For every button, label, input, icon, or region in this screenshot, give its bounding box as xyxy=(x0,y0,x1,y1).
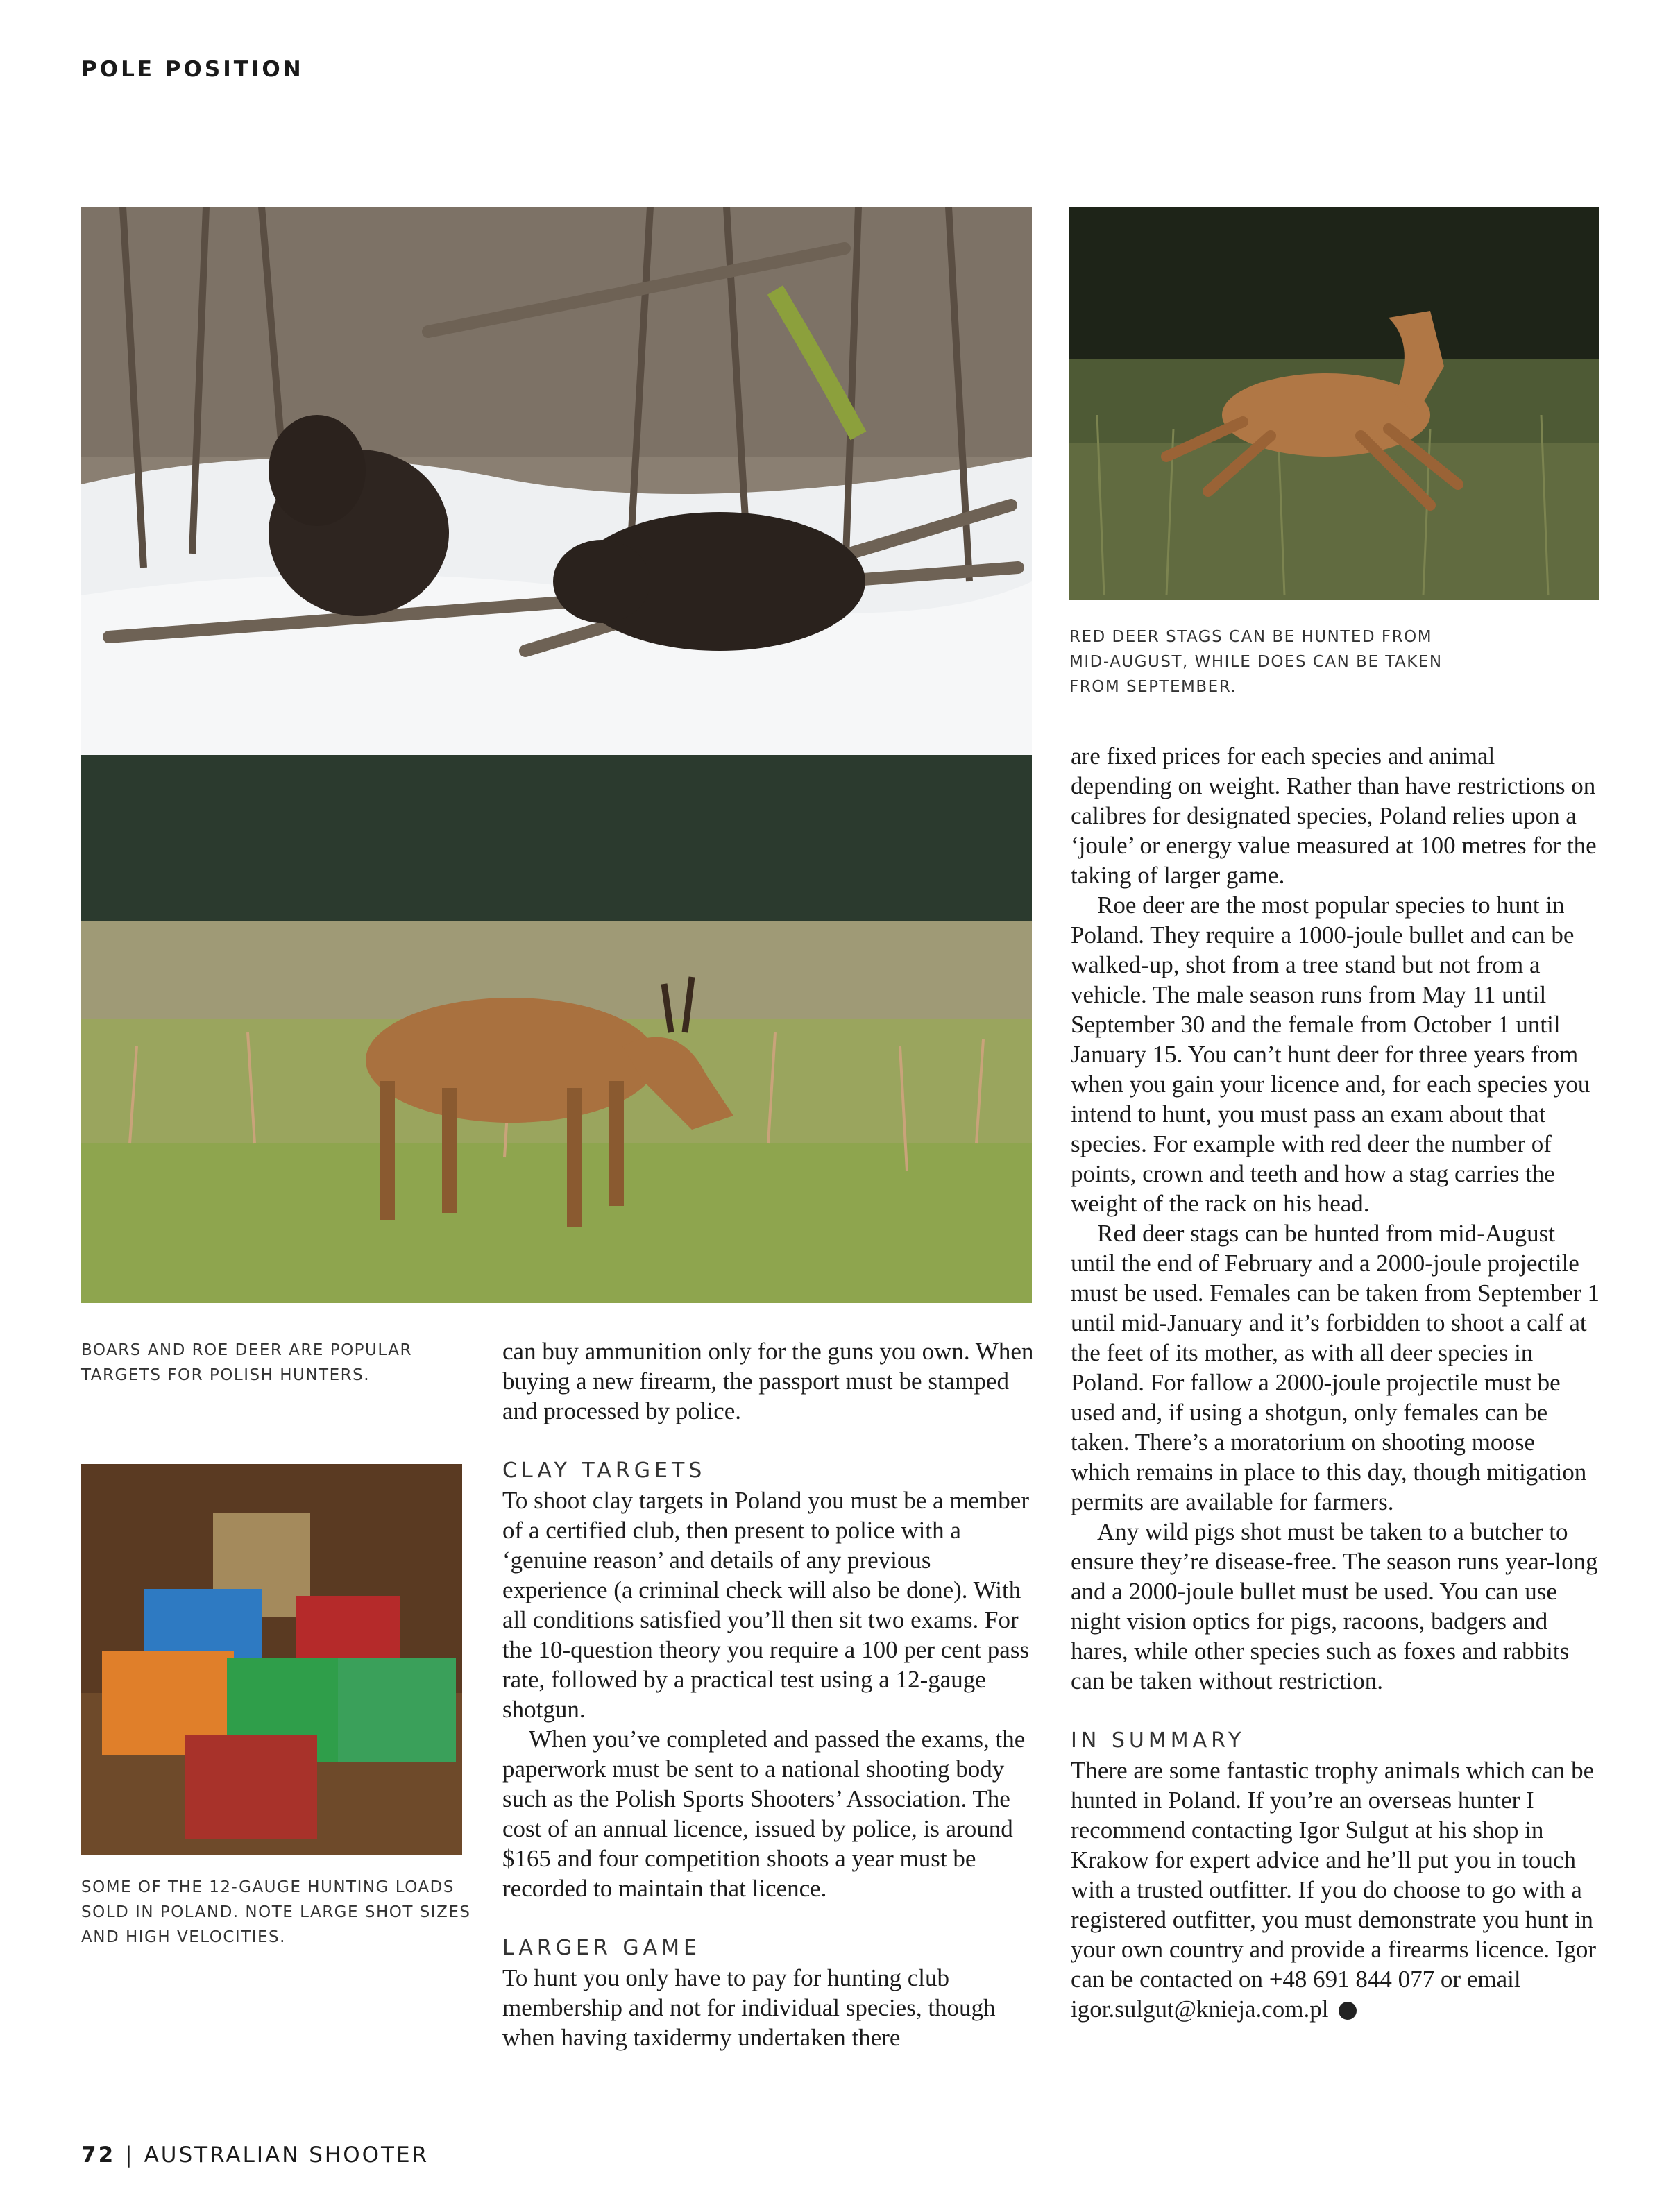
red-deer-running-photo xyxy=(1069,207,1599,600)
subhead-larger-game: LARGER GAME xyxy=(502,1936,701,1960)
boars-in-snow-photo xyxy=(81,207,1032,755)
paragraph: To hunt you only have to pay for hunting club membership and not for individual species, though when having taxidermy undertaken there xyxy=(502,1964,996,2051)
subhead-in-summary: IN SUMMARY xyxy=(1071,1728,1246,1753)
page-footer xyxy=(81,2143,429,2168)
paragraph xyxy=(1071,1755,1600,2024)
paragraph: When you’ve completed and passed the exams, the paperwork must be sent to a national shooting body such as the Polish Sports Shooters’ Association. The cost of an annual licence, issued by police, is around $165 and four competition shoots a year must be recorded to maintain that licence. xyxy=(502,1726,1026,1902)
publication-name: AUSTRALIAN SHOOTER xyxy=(144,2143,430,2168)
paragraph: To shoot clay targets in Poland you must be a member of a certified club, then present to police with a ‘genuine reason’ and details of any previous experience (a criminal check will also be done). With all conditions satisfied you’ll then sit two exams. For the 10-question theory you require a 100 per cent pass rate, followed by a practical test using a 12-gauge shotgun. xyxy=(502,1487,1030,1723)
subhead-clay-targets: CLAY TARGETS xyxy=(502,1458,706,1483)
caption-boars-roe-deer: BOARS AND ROE DEER ARE POPULAR TARGETS FOR POLISH HUNTERS. xyxy=(81,1341,412,1384)
caption-ammo: SOME OF THE 12-GAUGE HUNTING LOADS SOLD IN POLAND. NOTE LARGE SHOT SIZES AND HIGH VELOCITIES. xyxy=(81,1878,471,1946)
article-column-right xyxy=(1071,741,1600,2024)
roe-deer-meadow-photo xyxy=(81,755,1032,1303)
paragraph: Red deer stags can be hunted from mid-August until the end of February and a 2000-joule projectile must be used. Females can be taken from September 1 until mid-January and it’s forbidden to shoot a calf at the feet of its mother, as with all deer species in Poland. For fallow a 2000-joule projectile must be used and, if using a shotgun, only females can be taken. There’s a moratorium on shooting moose which remains in place to this day, though mitigation permits are available for farmers. xyxy=(1071,1220,1600,1515)
section-header: POLE POSITION xyxy=(81,57,304,82)
page-number: 72 xyxy=(81,2143,116,2168)
paragraph: can buy ammunition only for the guns you own. When buying a new firearm, the passport must be stamped and processed by police. xyxy=(502,1338,1034,1424)
caption-red-deer: RED DEER STAGS CAN BE HUNTED FROM MID-AUGUST, WHILE DOES CAN BE TAKEN FROM SEPTEMBER. xyxy=(1069,628,1443,696)
article-column-middle xyxy=(502,1336,1035,2052)
shotgun-ammo-boxes-photo xyxy=(81,1464,462,1855)
footer-separator: | xyxy=(125,2143,135,2168)
paragraph: Any wild pigs shot must be taken to a butcher to ensure they’re disease-free. The season runs year-long and a 2000-joule bullet must be used. You can use night vision optics for pigs, racoons, badgers and hares, while other species such as foxes and rabbits can be taken without restriction. xyxy=(1071,1518,1598,1694)
paragraph: are fixed prices for each species and animal depending on weight. Rather than have restrictions on calibres for designated species, Poland relies upon a ‘joule’ or energy value measured at 100 metres for the taking of larger game. xyxy=(1071,742,1597,889)
paragraph: Roe deer are the most popular species to hunt in Poland. They require a 1000-joule bullet and can be walked-up, shot from a tree stand but not from a vehicle. The male season runs from May 11 until September 30 and the female from October 1 until January 15. You can’t hunt deer for three years from when you gain your licence and, for each species you intend to hunt, you must pass an exam about that species. For example with red deer the number of points, crown and teeth and how a stag carries the weight of the rack on his head. xyxy=(1071,892,1590,1217)
end-of-article-icon xyxy=(1339,2002,1357,2020)
summary-text: There are some fantastic trophy animals which can be hunted in Poland. If you’re an overseas hunter I recommend contacting Igor Sulgut at his shop in Krakow for expert advice and he’ll put you in touch with a trusted outfitter. If you do choose to go with a registered outfitter, you must demonstrate you hunt in your own country and provide a firearms licence. Igor can be contacted on +48 691 844 077 or email igor.sulgut@knieja.com.pl xyxy=(1071,1757,1597,2023)
